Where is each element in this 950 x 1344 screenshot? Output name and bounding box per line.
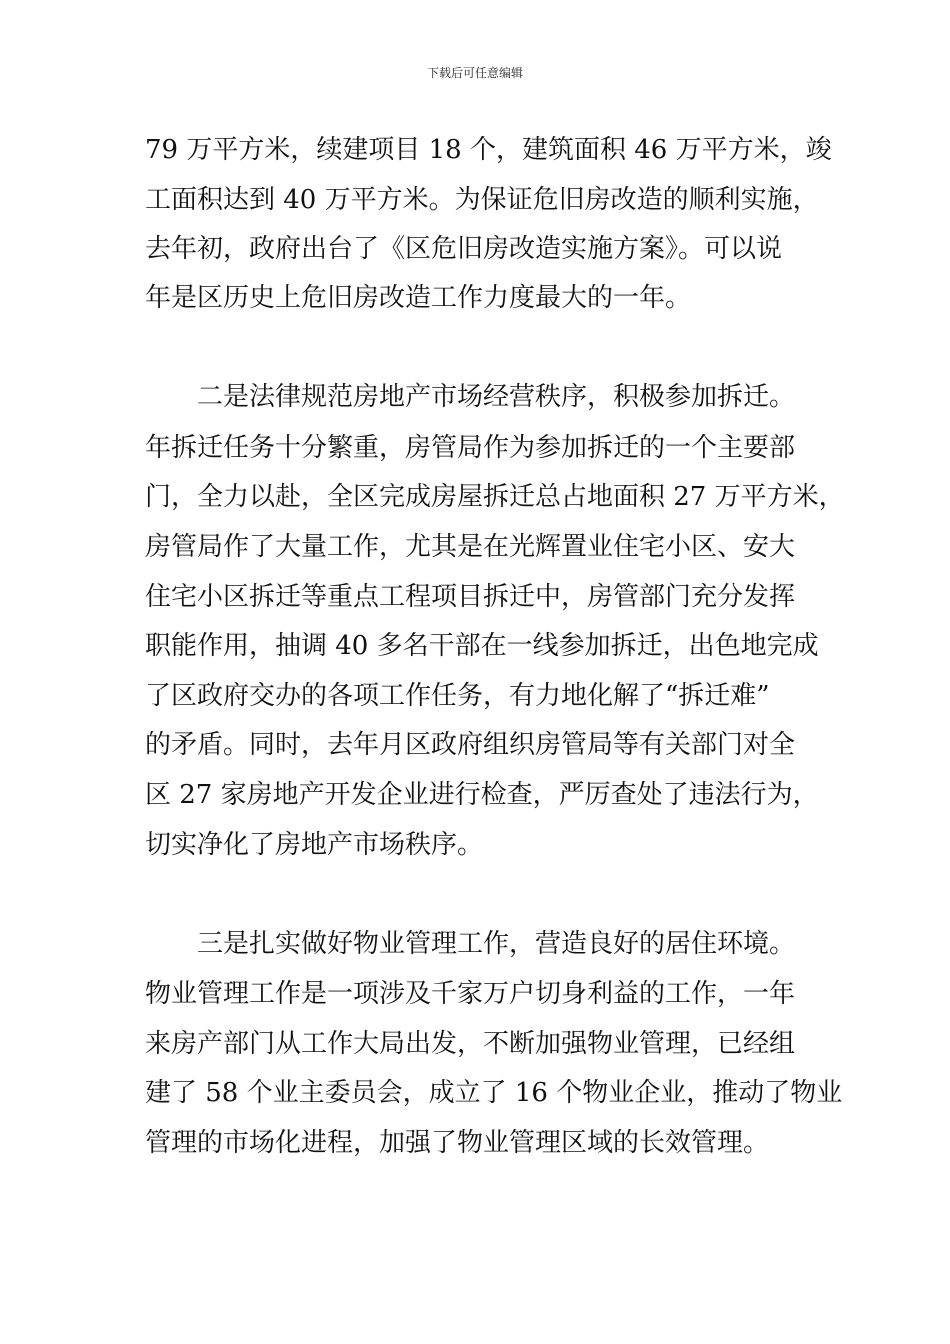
paragraph-line: 切实净化了房地产市场秩序。 — [145, 830, 484, 860]
paragraph-line: 管理的市场化进程，加强了物业管理区域的长效管理。 — [145, 1128, 770, 1158]
paragraph-line: 建了 58 个业主委员会，成立了 16 个物业企业，推动了物业 — [145, 1078, 843, 1108]
paragraph-line: 去年初，政府出台了《区危旧房改造实施方案》。可以说 — [145, 234, 783, 264]
paragraph-line: 区 27 家房地产开发企业进行检查，严厉查处了违法行为， — [145, 780, 819, 810]
page-header-note: 下载后可任意编辑 — [426, 66, 523, 80]
paragraph-line: 物业管理工作是一项涉及千家万户切身利益的工作，一年 — [145, 979, 796, 1009]
paragraph-line: 79 万平方米，续建项目 18 个，建筑面积 46 万平方米，竣 — [145, 135, 832, 165]
paragraph-line: 门，全力以赴，全区完成房屋拆迁总占地面积 27 万平方米， — [145, 482, 845, 512]
paragraph-line: 年是区历史上危旧房改造工作力度最大的一年。 — [145, 283, 692, 313]
paragraph-line: 房管局作了大量工作，尤其是在光辉置业住宅小区、安大 — [145, 532, 796, 562]
paragraph-line: 工面积达到 40 万平方米。为保证危旧房改造的顺利实施， — [145, 185, 819, 215]
paragraph-line: 二是法律规范房地产市场经营秩序，积极参加拆迁。 — [197, 382, 796, 412]
paragraph-line: 职能作用，抽调 40 多名干部在一线参加拆迁，出色地完成 — [145, 631, 819, 661]
paragraph-line: 住宅小区拆迁等重点工程项目拆迁中，房管部门充分发挥 — [145, 582, 796, 612]
paragraph-line: 年拆迁任务十分繁重，房管局作为参加拆迁的一个主要部 — [145, 433, 796, 463]
paragraph-line: 的矛盾。同时，去年月区政府组织房管局等有关部门对全 — [145, 730, 796, 760]
paragraph-line: 三是扎实做好物业管理工作，营造良好的居住环境。 — [197, 929, 796, 959]
paragraph-line: 来房产部门从工作大局出发，不断加强物业管理，已经组 — [145, 1029, 796, 1059]
paragraph-line: 了区政府交办的各项工作任务，有力地化解了“拆迁难” — [145, 681, 770, 711]
